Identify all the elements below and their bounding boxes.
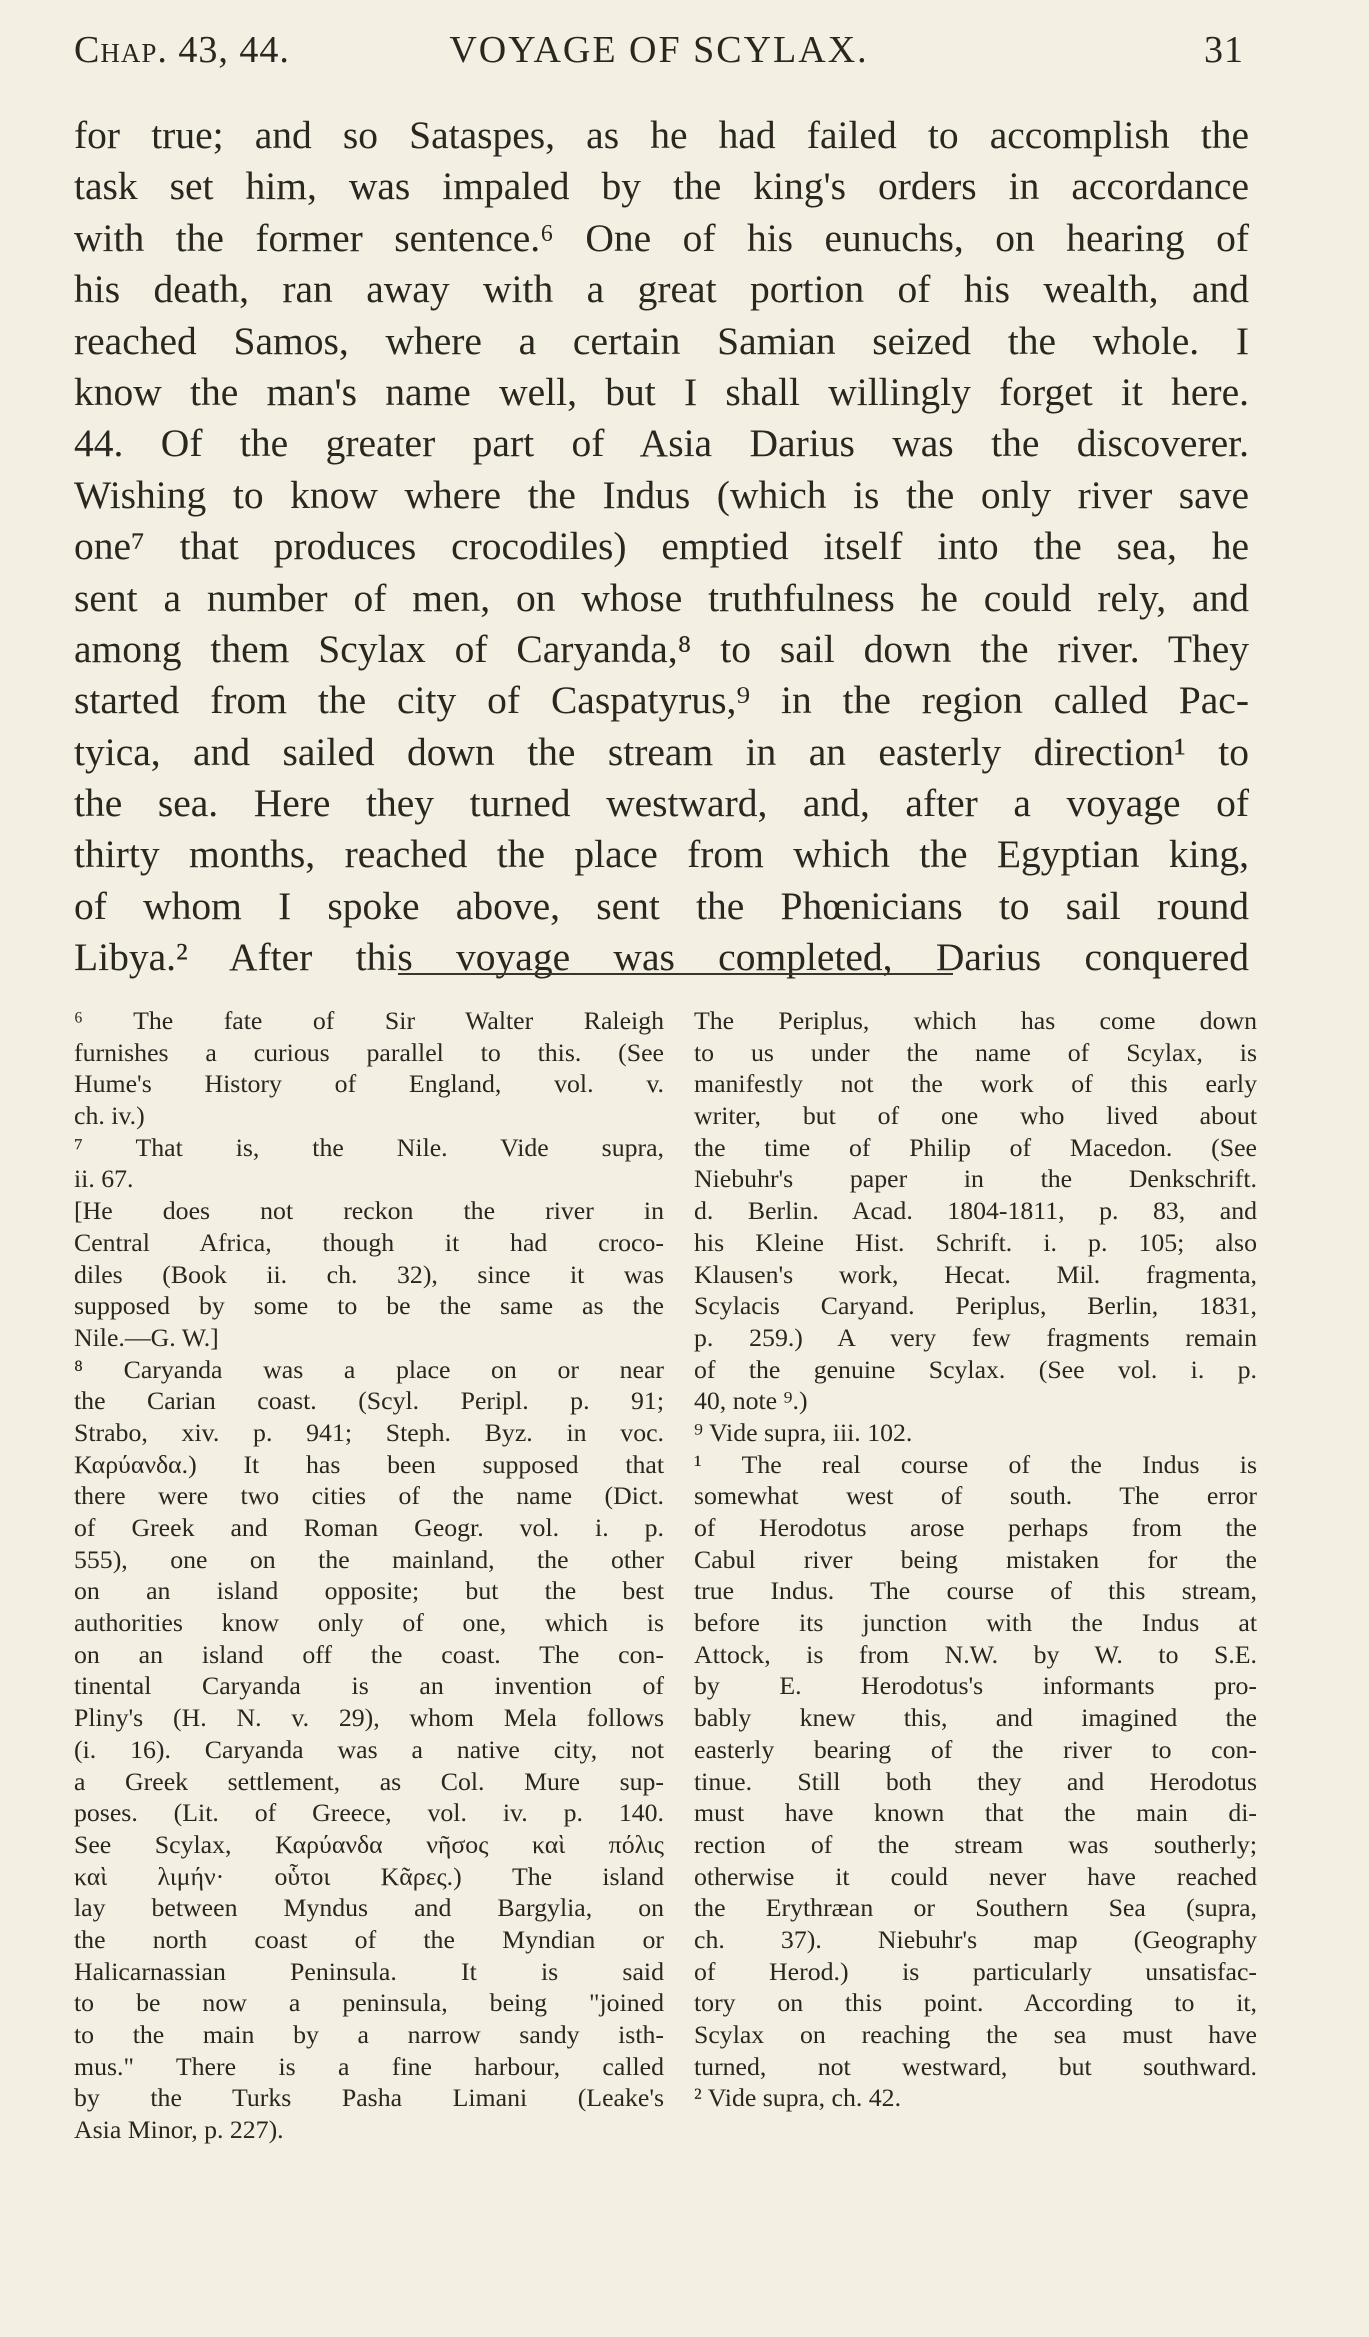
text-line: of whom I spoke above, sent the Phœnicians to sail round xyxy=(74,883,1249,928)
footnote-line: on an island opposite; but the best xyxy=(74,1576,664,1606)
footnotes-left-column xyxy=(74,1005,664,2146)
footnote-line: tinue. Still both they and Herodotus xyxy=(694,1766,1257,1796)
footnote-line: on an island off the coast. The con- xyxy=(74,1639,664,1669)
footnote-line: Pliny's (H. N. v. 29), whom Mela follows xyxy=(74,1703,664,1733)
footnote-line: his Kleine Hist. Schrift. i. p. 105; also xyxy=(694,1227,1257,1257)
footnote-line: bably knew this, and imagined the xyxy=(694,1703,1257,1733)
footnote-line: ii. 67. xyxy=(74,1164,134,1194)
footnote-line: Strabo, xiv. p. 941; Steph. Byz. in voc. xyxy=(74,1417,664,1447)
footnote-line: d. Berlin. Acad. 1804-1811, p. 83, and xyxy=(694,1196,1257,1226)
footnote-line: manifestly not the work of this early xyxy=(694,1069,1257,1099)
footnote-line: by the Turks Pasha Limani (Leake's xyxy=(74,2083,664,2113)
text-line: started from the city of Caspatyrus,⁹ in the region called Pac- xyxy=(74,678,1249,723)
footnote-line: of Greek and Roman Geogr. vol. i. p. xyxy=(74,1513,664,1542)
footnote-line: rection of the stream was southerly; xyxy=(694,1829,1257,1859)
footnote-line: lay between Myndus and Bargylia, on xyxy=(74,1893,664,1923)
footnote-line: must have known that the main di- xyxy=(694,1798,1257,1828)
footnote-line: of the genuine Scylax. (See vol. i. p. xyxy=(694,1354,1257,1384)
footnote-line: Scylax on reaching the sea must have xyxy=(694,2020,1257,2049)
main-text xyxy=(74,110,1249,984)
footnote-line: writer, but of one who lived about xyxy=(694,1101,1257,1131)
text-line: Libya.² After this voyage was completed, Darius conquered xyxy=(74,935,1249,980)
footnote-line: turned, not westward, but southward. xyxy=(694,2051,1257,2081)
footnote-line: supposed by some to be the same as the xyxy=(74,1291,664,1321)
text-line: the sea. Here they turned westward, and, after a voyage of xyxy=(74,781,1249,826)
footnote-line: (i. 16). Caryanda was a native city, not xyxy=(74,1734,664,1764)
page-title: VOYAGE OF SCYLAX. xyxy=(449,29,869,71)
footnote-line: Niebuhr's paper in the Denkschrift. xyxy=(694,1164,1257,1194)
footnote-line: ch. 37). Niebuhr's map (Geography xyxy=(694,1924,1257,1954)
chapter-reference: Chap. 43, 44. xyxy=(74,29,290,71)
footnote-line: See Scylax, Καρύανδα νῆσος καὶ πόλις xyxy=(74,1829,664,1859)
text-line: 44. Of the greater part of Asia Darius was the discoverer. xyxy=(74,421,1249,466)
text-line: one⁷ that produces crocodiles) emptied itself into the sea, he xyxy=(74,524,1249,569)
footnote-line: ⁶ The fate of Sir Walter Raleigh xyxy=(74,1006,664,1035)
footnote-line: tory on this point. According to it, xyxy=(694,1988,1257,2018)
footnote-line: ⁹ Vide supra, iii. 102. xyxy=(694,1417,913,1447)
footnote-line: 555), one on the mainland, the other xyxy=(74,1544,664,1574)
footnote-line: ² Vide supra, ch. 42. xyxy=(694,2083,902,2113)
footnote-line: of Herodotus arose perhaps from the xyxy=(694,1513,1257,1542)
text-line: know the man's name well, but I shall willingly forget it here. xyxy=(74,369,1249,414)
footnote-line: to us under the name of Scylax, is xyxy=(694,1037,1257,1067)
footnote-line: ⁸ Caryanda was a place on or near xyxy=(74,1354,664,1384)
footnote-line: mus." There is a fine harbour, called xyxy=(74,2051,664,2081)
text-line: tyica, and sailed down the stream in an easterly direction¹ to xyxy=(74,729,1249,774)
footnote-line: Central Africa, though it had croco- xyxy=(74,1227,664,1257)
footnote-line: a Greek settlement, as Col. Mure sup- xyxy=(74,1766,664,1796)
footnote-line: The Periplus, which has come down xyxy=(694,1006,1257,1035)
footnote-divider xyxy=(398,973,953,975)
footnote-line: Attock, is from N.W. by W. to S.E. xyxy=(694,1639,1257,1669)
footnote-line: καὶ λιμήν· οὗτοι Κᾶρες.) The island xyxy=(74,1861,664,1891)
footnote-line: poses. (Lit. of Greece, vol. iv. p. 140. xyxy=(74,1798,664,1828)
footnote-line: ¹ The real course of the Indus is xyxy=(694,1449,1257,1479)
footnote-line: 40, note ⁹.) xyxy=(694,1386,808,1416)
footnote-line: p. 259.) A very few fragments remain xyxy=(694,1322,1257,1352)
footnote-line: somewhat west of south. The error xyxy=(694,1481,1257,1511)
footnote-line: furnishes a curious parallel to this. (See xyxy=(74,1037,664,1067)
footnote-line: to be now a peninsula, being "joined xyxy=(74,1988,664,2018)
footnote-line: Hume's History of England, vol. v. xyxy=(74,1069,664,1099)
footnote-line: ch. iv.) xyxy=(74,1101,145,1131)
running-header xyxy=(74,28,1244,88)
footnote-line: Asia Minor, p. 227). xyxy=(74,2115,284,2145)
footnote-line: [He does not reckon the river in xyxy=(74,1196,664,1226)
footnote-line: before its junction with the Indus at xyxy=(694,1608,1257,1638)
footnote-line: Klausen's work, Hecat. Mil. fragmenta, xyxy=(694,1259,1257,1289)
footnote-line: the Carian coast. (Scyl. Peripl. p. 91; xyxy=(74,1386,664,1416)
text-line: task set him, was impaled by the king's orders in accordance xyxy=(74,164,1249,209)
footnote-line: the north coast of the Myndian or xyxy=(74,1924,664,1954)
footnote-line: the Erythræan or Southern Sea (supra, xyxy=(694,1893,1257,1923)
footnote-line: ⁷ That is, the Nile. Vide supra, xyxy=(74,1132,664,1162)
footnote-line: of Herod.) is particularly unsatisfac- xyxy=(694,1956,1257,1986)
footnote-line: authorities know only of one, which is xyxy=(74,1608,664,1638)
text-line: Wishing to know where the Indus (which is the only river save xyxy=(74,472,1249,517)
footnote-line: the time of Philip of Macedon. (See xyxy=(694,1132,1257,1162)
footnote-line: easterly bearing of the river to con- xyxy=(694,1734,1257,1764)
footnote-line: diles (Book ii. ch. 32), since it was xyxy=(74,1259,664,1289)
text-line: thirty months, reached the place from which the Egyptian king, xyxy=(74,832,1249,877)
footnote-line: Καρύανδα.) It has been supposed that xyxy=(74,1449,664,1479)
page-number: 31 xyxy=(1204,29,1244,71)
text-line: sent a number of men, on whose truthfulness he could rely, and xyxy=(74,575,1249,620)
footnote-line: Scylacis Caryand. Periplus, Berlin, 1831, xyxy=(694,1291,1257,1321)
footnote-line: Cabul river being mistaken for the xyxy=(694,1544,1257,1574)
footnote-line: tinental Caryanda is an invention of xyxy=(74,1671,664,1701)
footnote-line: by E. Herodotus's informants pro- xyxy=(694,1671,1257,1701)
text-line: with the former sentence.⁶ One of his eunuchs, on hearing of xyxy=(74,215,1249,260)
footnote-line: Nile.—G. W.] xyxy=(74,1322,219,1352)
text-line: for true; and so Sataspes, as he had failed to accomplish the xyxy=(74,113,1249,157)
text-line: among them Scylax of Caryanda,⁸ to sail down the river. They xyxy=(74,626,1249,671)
text-line: reached Samos, where a certain Samian seized the whole. I xyxy=(74,318,1249,363)
footnote-line: otherwise it could never have reached xyxy=(694,1861,1257,1891)
footnote-line: Halicarnassian Peninsula. It is said xyxy=(74,1956,664,1986)
footnote-line: there were two cities of the name (Dict. xyxy=(74,1481,664,1511)
text-line: his death, ran away with a great portion of his wealth, and xyxy=(74,267,1249,312)
footnote-line: to the main by a narrow sandy isth- xyxy=(74,2020,664,2049)
footnote-line: true Indus. The course of this stream, xyxy=(694,1576,1257,1606)
footnotes-right-column xyxy=(694,1005,1257,2114)
